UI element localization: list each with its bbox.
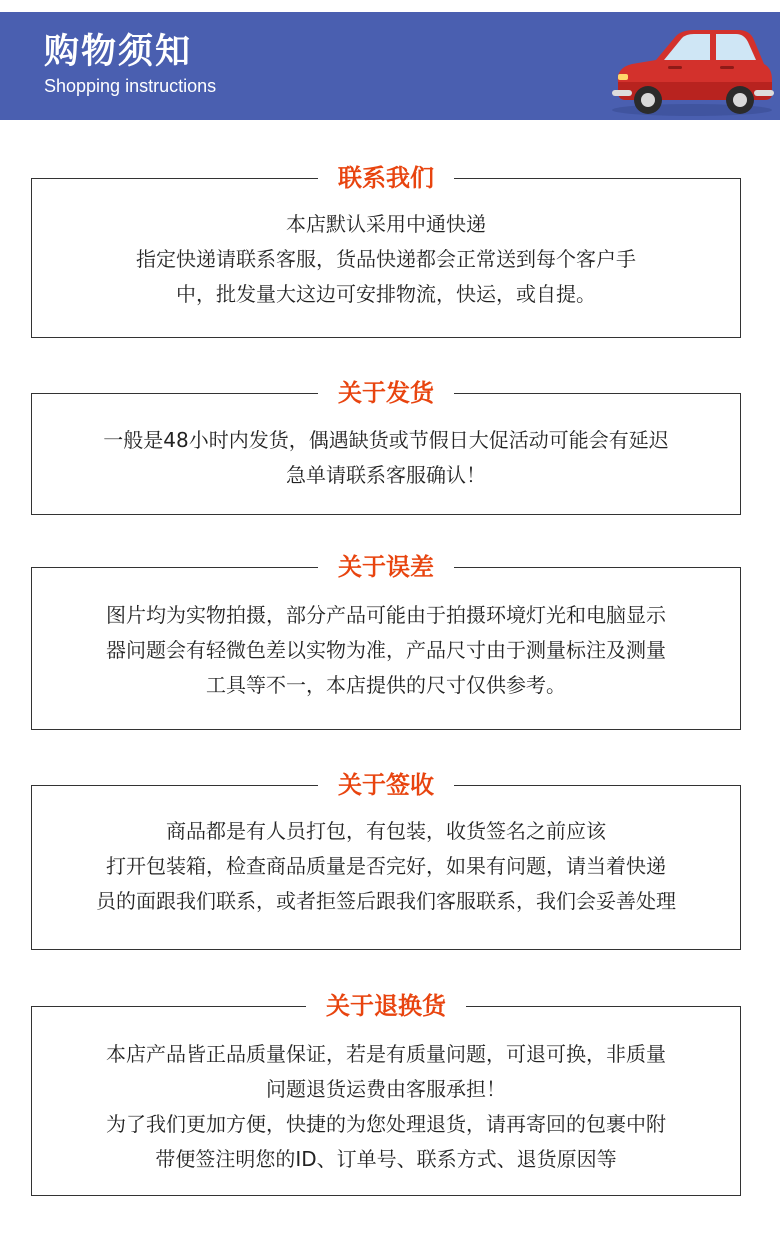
section-text-line: 员的面跟我们联系，或者拒签后跟我们客服联系，我们会妥善处理 [96, 889, 676, 913]
section-title: 联系我们 [318, 161, 454, 195]
section-text-line: 器问题会有轻微色差以实物为准，产品尺寸由于测量标注及测量 [106, 638, 666, 662]
section-text-line: 本店产品皆正品质量保证，若是有质量问题，可退可换，非质量 [106, 1042, 666, 1066]
section-text-line: 商品都是有人员打包，有包装，收货签名之前应该 [166, 819, 606, 843]
page-subtitle: Shopping instructions [44, 76, 217, 96]
section-text-line: 带便签注明您的ID、订单号、联系方式、退货原因等 [155, 1147, 617, 1171]
section-color-deviation [31, 553, 741, 730]
section-text-line: 中，批发量大这边可安排物流，快运，或自提。 [176, 282, 596, 306]
section-text-line: 问题退货运费由客服承担！ [266, 1077, 506, 1101]
section-returns-exchanges [31, 992, 741, 1196]
section-text-line: 急单请联系客服确认！ [286, 463, 486, 487]
section-text-line: 指定快递请联系客服，货品快递都会正常送到每个客户手 [136, 247, 636, 271]
section-text-line: 工具等不一，本店提供的尺寸仅供参考。 [206, 673, 566, 697]
header-banner [0, 12, 780, 120]
section-title: 关于签收 [318, 768, 454, 802]
section-text-line: 为了我们更加方便，快捷的为您处理退货，请再寄回的包裹中附 [106, 1112, 666, 1136]
section-text-line: 本店默认采用中通快递 [286, 212, 486, 236]
section-text-line: 打开包装箱，检查商品质量是否完好，如果有问题，请当着快递 [106, 854, 666, 878]
section-text-line: 图片均为实物拍摄，部分产品可能由于拍摄环境灯光和电脑显示 [106, 603, 666, 627]
section-shipping [31, 379, 741, 515]
section-title: 关于误差 [318, 550, 454, 584]
section-text-line: 一般是48小时内发货，偶遇缺货或节假日大促活动可能会有延迟 [103, 428, 669, 452]
section-title: 关于退换货 [306, 989, 466, 1023]
section-contact-us [31, 164, 741, 338]
section-title: 关于发货 [318, 376, 454, 410]
section-delivery-receipt [31, 771, 741, 950]
page-title: 购物须知 [44, 32, 193, 72]
red-car-icon [604, 20, 776, 120]
